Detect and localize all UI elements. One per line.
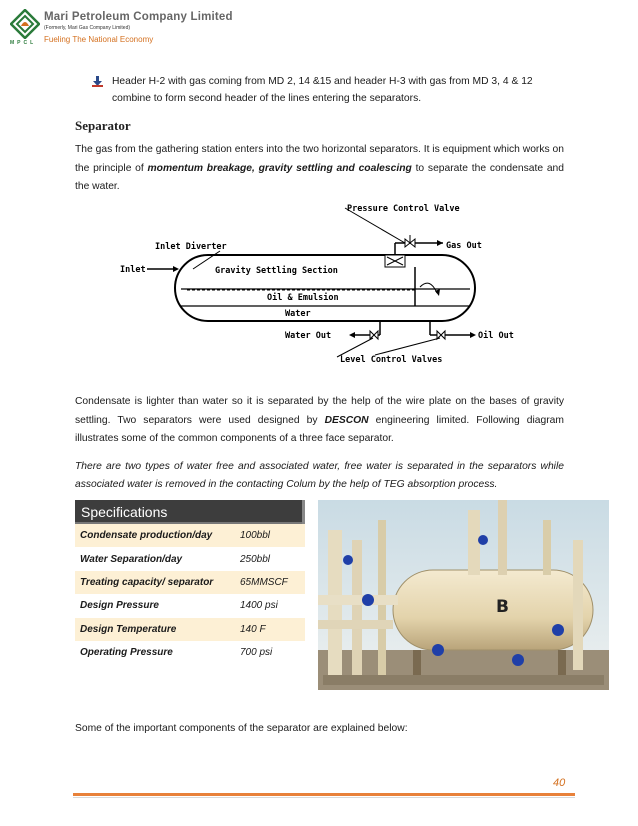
- emphasis-principles: momentum breakage, gravity settling and coalescing: [147, 162, 412, 174]
- spec-value: 250bbl: [240, 553, 271, 565]
- arrow-bullet-icon: [92, 76, 103, 87]
- label-inlet-diverter: Inlet Diverter: [155, 242, 227, 252]
- paragraph-gravity-settling: Condensate is lighter than water so it is separated by the help of the wire plate on the bases of gravity settling. Two separators were used designed by DESCON engineering limited. Following diagram illustrates some of the common components of a three face separator.: [75, 396, 564, 444]
- company-former-name: (Formerly, Mari Gas Company Limited): [44, 25, 131, 31]
- table-row: [75, 618, 305, 641]
- label-oil-emulsion: Oil & Emulsion: [267, 293, 339, 303]
- spec-label: Water Separation/day: [80, 553, 183, 565]
- spec-label: Design Pressure: [80, 600, 159, 612]
- separator-diagram: [115, 195, 535, 370]
- spec-value: 1400 psi: [240, 600, 278, 612]
- paragraph-water-types: There are two types of water free and associated water, free water is separated in the separators while associated water is removed in the contacting Colum by the help of TEG absorption process.: [75, 461, 564, 490]
- label-gravity-settling-section: Gravity Settling Section: [215, 266, 338, 276]
- vessel-letter: B: [496, 597, 509, 617]
- section-heading: Separator: [75, 118, 131, 133]
- paragraph-components-intro: Some of the important components of the separator are explained below:: [75, 723, 408, 734]
- specifications-title: Specifications: [75, 500, 305, 524]
- label-water: Water: [285, 309, 311, 319]
- mpcl-logo: [10, 9, 40, 39]
- table-row: [75, 571, 305, 594]
- label-gas-out: Gas Out: [446, 241, 482, 251]
- label-water-out: Water Out: [285, 331, 332, 341]
- footer-divider: [73, 793, 575, 796]
- spec-value: 140 F: [240, 623, 266, 635]
- spec-value: 100bbl: [240, 530, 271, 542]
- spec-label: Operating Pressure: [80, 647, 173, 659]
- label-level-control-valves: Level Control Valves: [340, 355, 443, 365]
- spec-label: Condensate production/day: [80, 530, 213, 542]
- spec-value: 65MMSCF: [240, 576, 288, 588]
- page-number: 40: [553, 777, 566, 789]
- spec-value: 700 psi: [240, 647, 273, 659]
- spec-label: Design Temperature: [80, 623, 177, 635]
- table-row: [75, 594, 305, 617]
- bullet-text: Header H-2 with gas coming from MD 2, 14 &15 and header H-3 with gas from MD 3, 4 & 12 combine to form second header of the lines entering the separators.: [112, 76, 533, 104]
- emphasis-descon: DESCON: [324, 414, 369, 426]
- label-pressure-control-valve: Pressure Control Valve: [347, 204, 460, 214]
- specifications-table: [75, 500, 305, 664]
- company-tagline: Fueling The National Economy: [44, 35, 154, 44]
- separator-vessel: [175, 255, 475, 321]
- spec-label: Treating capacity/ separator: [80, 576, 214, 588]
- table-row: [75, 547, 305, 570]
- table-row: [75, 641, 305, 664]
- bullet-item: [92, 73, 567, 107]
- company-name: Mari Petroleum Company Limited: [44, 11, 233, 23]
- separator-photo: [318, 500, 609, 690]
- label-inlet: Inlet: [120, 265, 146, 275]
- footer-divider-shadow: [73, 797, 575, 798]
- paragraph-principle: The gas from the gathering station enters into the two horizontal separators. It is equipment which works on the principle of momentum breakage, gravity settling and coalescing to separate the condensate and the water.: [75, 144, 564, 192]
- table-row: [75, 524, 305, 547]
- label-oil-out: Oil Out: [478, 331, 514, 341]
- logo-letters: MPCL: [10, 40, 37, 46]
